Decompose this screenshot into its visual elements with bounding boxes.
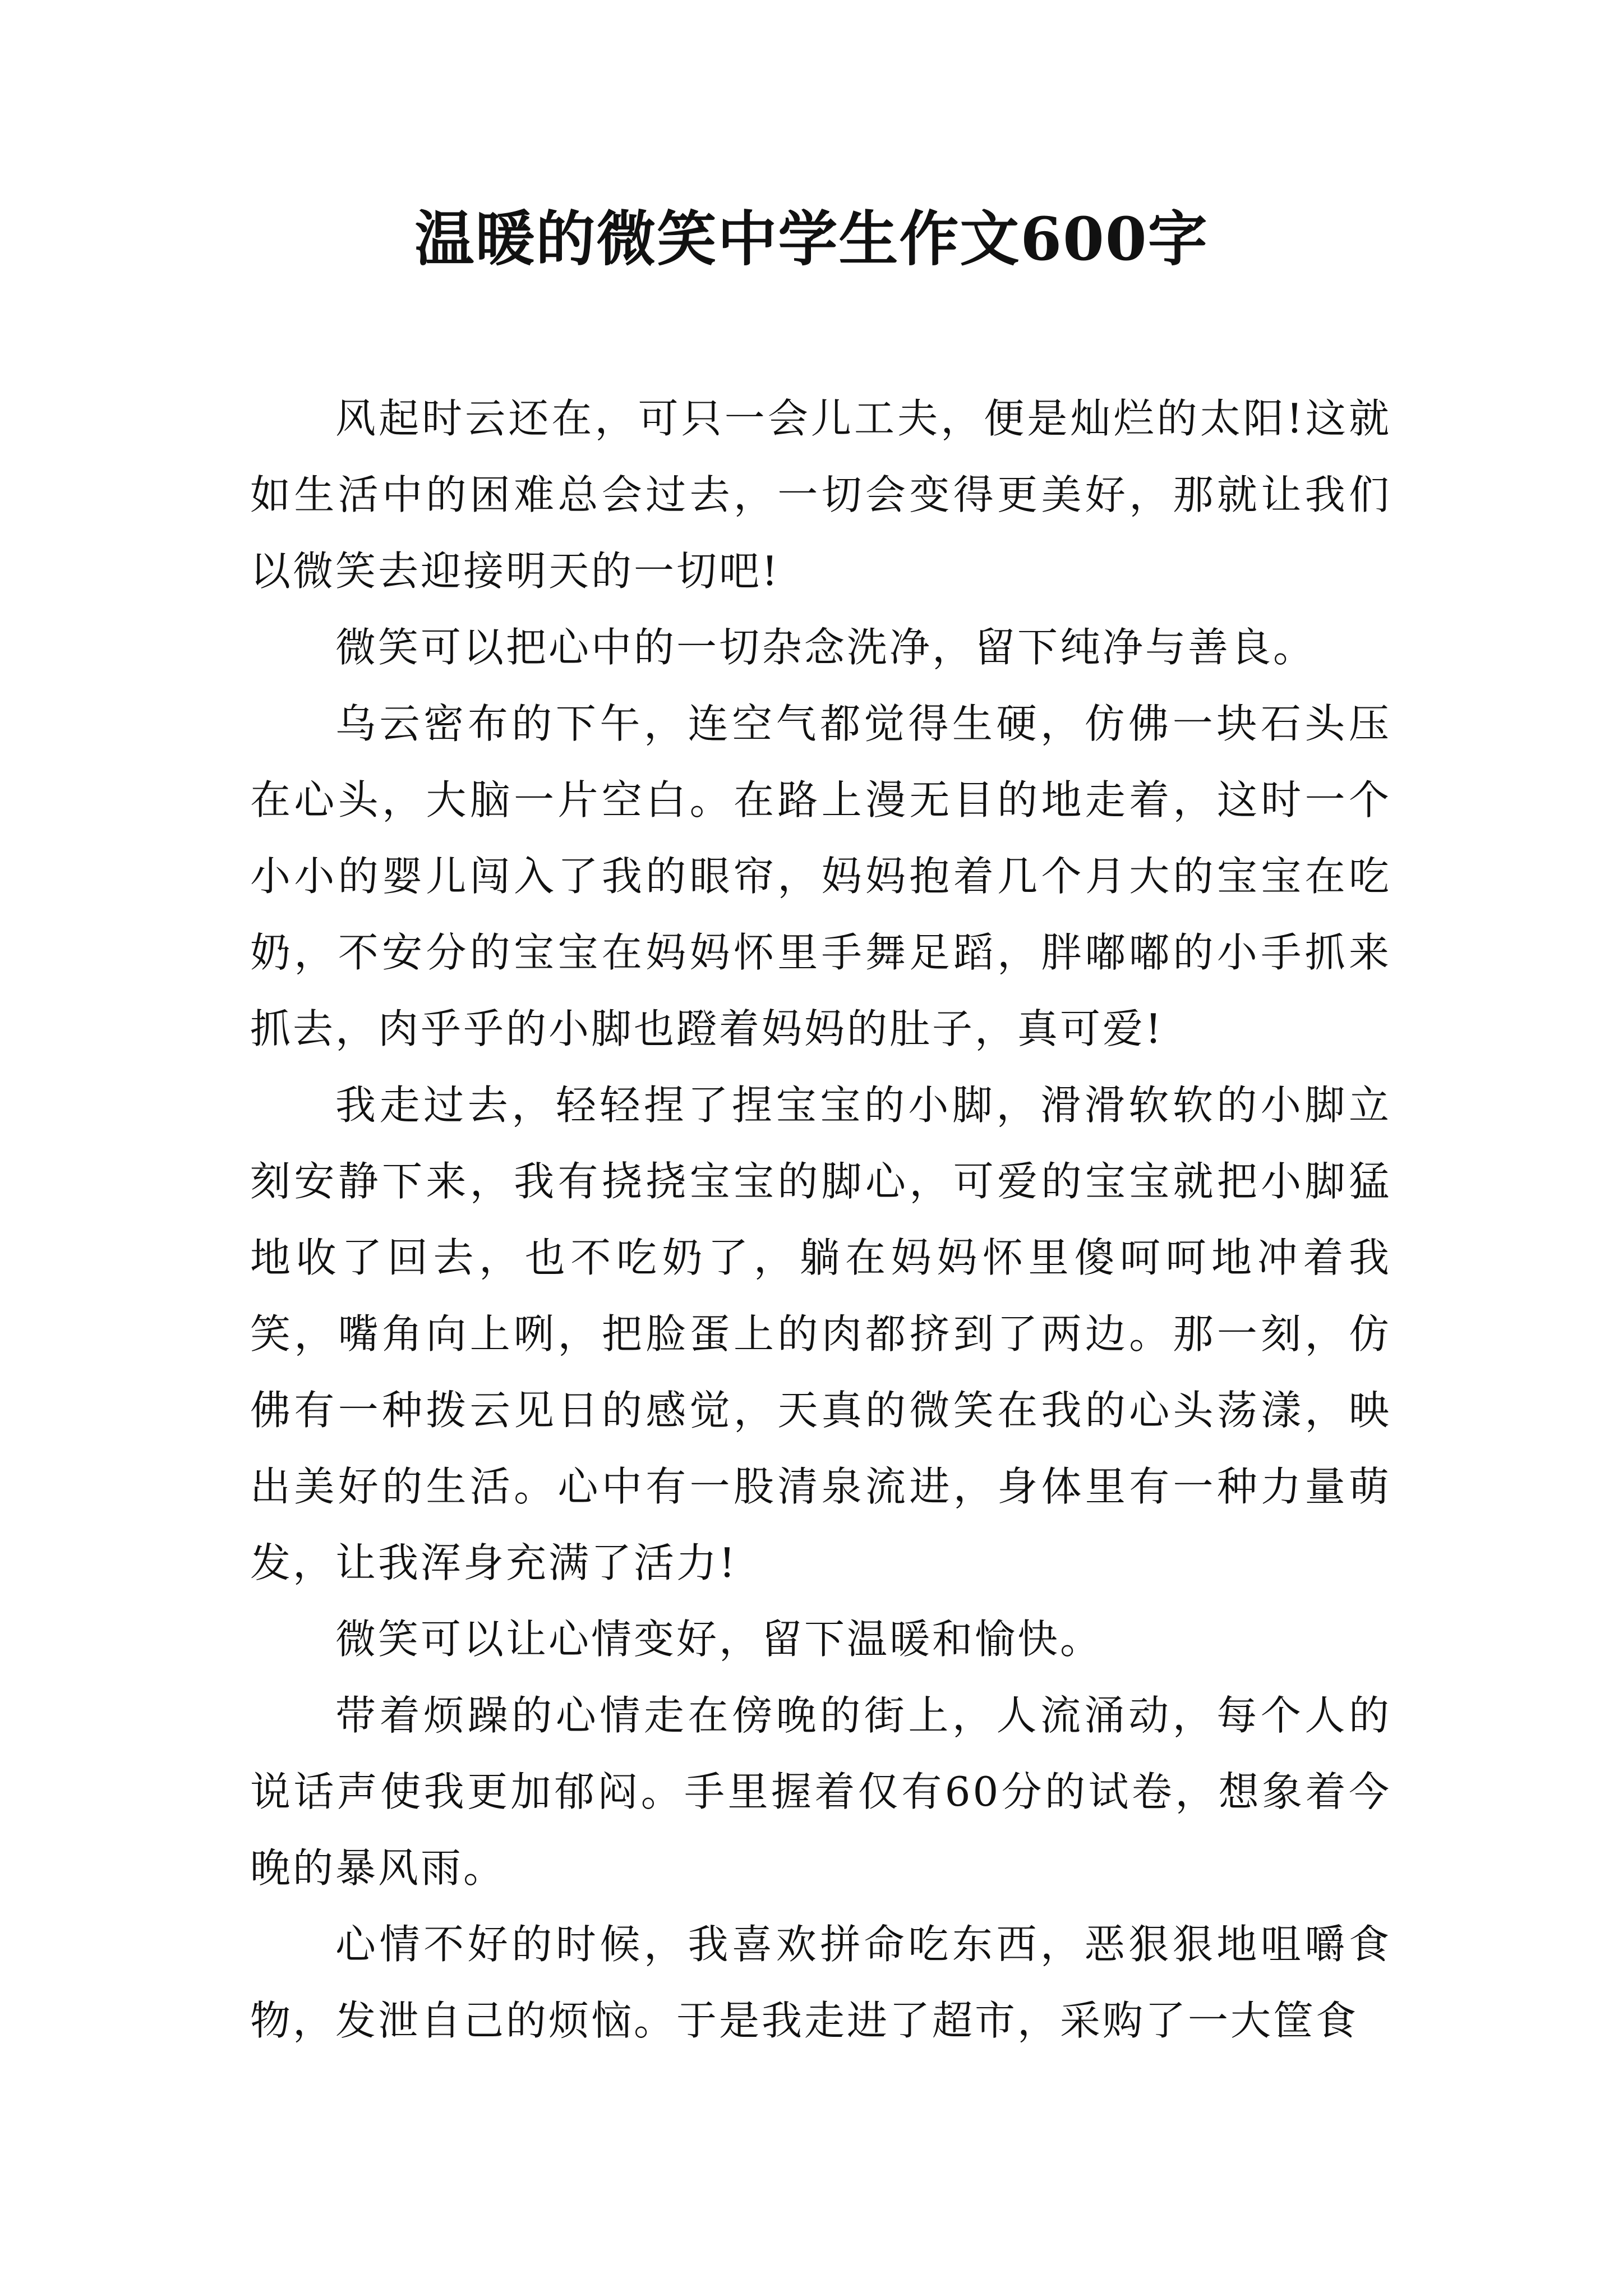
paragraph: 我走过去，轻轻捏了捏宝宝的小脚，滑滑软软的小脚立刻安静下来，我有挠挠宝宝的脚心，可爱的宝宝就把小脚猛地收了回去，也不吃奶了，躺在妈妈怀里傻呵呵地冲着我笑，嘴角向上咧，把脸蛋上的肉都挤到了两边。那一刻，仿佛有一种拨云见日的感觉，天真的微笑在我的心头荡漾，映出美好的生活。心中有一股清泉流进，身体里有一种力量萌发，让我浑身充满了活力! <box>250 1082 1391 1586</box>
paragraph: 乌云密布的下午，连空气都觉得生硬，仿佛一块石头压在心头，大脑一片空白。在路上漫无目的地走着，这时一个小小的婴儿闯入了我的眼帘，妈妈抱着几个月大的宝宝在吃奶，不安分的宝宝在妈妈怀里手舞足蹈，胖嘟嘟的小手抓来抓去，肉乎乎的小脚也蹬着妈妈的肚子，真可爱! <box>250 700 1391 1052</box>
paragraph: 心情不好的时候，我喜欢拼命吃东西，恶狠狠地咀嚼食物，发泄自己的烦恼。于是我走进了超市，采购了一大筐食 <box>250 1921 1391 2044</box>
paragraph: 风起时云还在，可只一会儿工夫，便是灿烂的太阳!这就如生活中的困难总会过去，一切会变得更美好，那就让我们以微笑去迎接明天的一切吧! <box>250 395 1391 595</box>
paragraph: 微笑可以让心情变好，留下温暖和愉快。 <box>335 1616 1103 1663</box>
paragraph: 微笑可以把心中的一切杂念洗净，留下纯净与善良。 <box>335 624 1316 671</box>
document-body <box>250 380 1391 2059</box>
paragraph: 带着烦躁的心情走在傍晚的街上，人流涌动，每个人的说话声使我更加郁闷。手里握着仅有60分的试卷，想象着今晚的暴风雨。 <box>250 1692 1391 1892</box>
document-title: 温暖的微笑中学生作文600字 <box>414 204 1209 274</box>
